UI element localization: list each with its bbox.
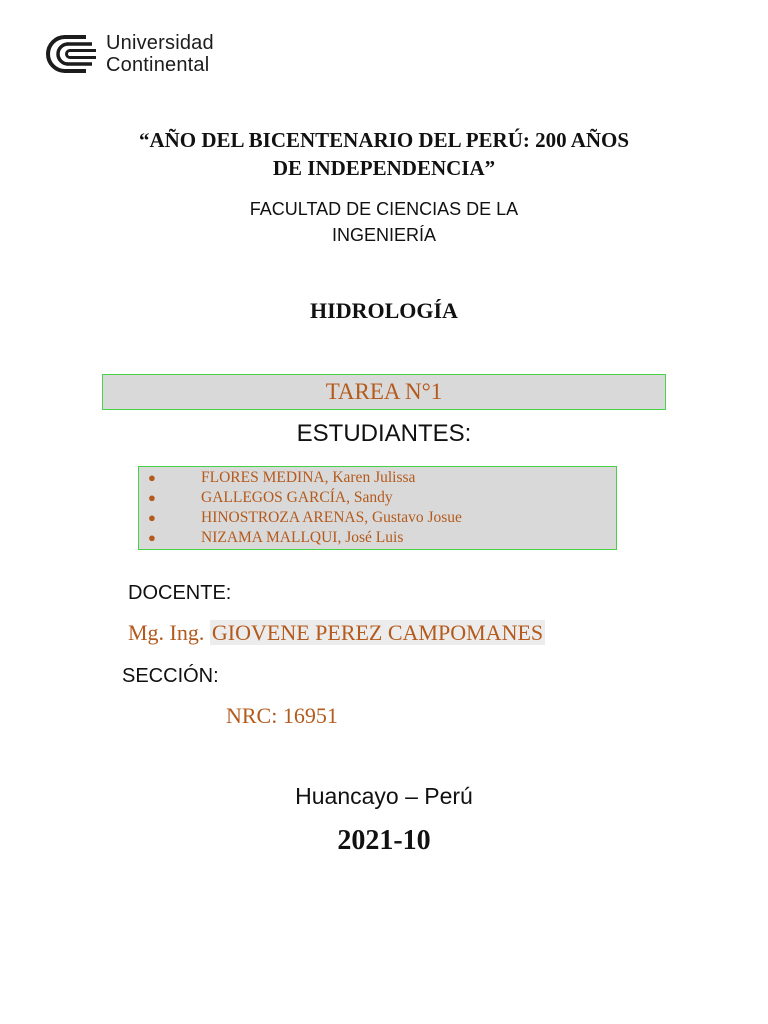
assignment-title: TAREA N°1 [325,379,443,404]
bullet-icon: ● [148,530,156,545]
teacher-name: GIOVENE PEREZ CAMPOMANES [211,620,544,645]
year-title-line-2: DE INDEPENDENCIA” [272,156,496,180]
course-title: HIDROLOGÍA [310,298,458,323]
bullet-icon: ● [148,490,156,505]
faculty-name [0,196,768,248]
teacher-prefix: Mg. Ing. [128,620,205,645]
faculty-line-2: INGENIERÍA [331,225,437,245]
student-name: HINOSTROZA ARENAS, Gustavo Josue [201,509,462,526]
bullet-icon: ● [148,510,156,525]
student-item [139,508,616,528]
students-list [139,467,616,548]
section-label: SECCIÓN: [122,665,219,687]
academic-period: 2021-10 [337,825,431,856]
student-item [139,468,616,488]
year-title-line-1: “AÑO DEL BICENTENARIO DEL PERÚ: 200 AÑOS [138,128,630,152]
assignment-box [102,374,666,410]
logo-wordmark [106,32,214,76]
year-title [0,126,768,182]
bullet-icon: ● [148,470,156,485]
students-box [138,466,617,550]
student-name: FLORES MEDINA, Karen Julissa [201,469,416,486]
logo-line-1: Universidad [106,32,214,54]
teacher-line [128,620,545,646]
student-name: NIZAMA MALLQUI, José Luis [201,529,404,546]
student-item [139,488,616,508]
logo-line-2: Continental [106,54,210,76]
student-item [139,528,616,548]
teacher-label: DOCENTE: [128,582,232,604]
logo-icon [42,34,98,74]
section-nrc: NRC: 16951 [226,703,338,728]
students-label: ESTUDIANTES: [296,420,472,447]
faculty-line-1: FACULTAD DE CIENCIAS DE LA [249,199,519,219]
university-logo [42,30,242,78]
city-country: Huancayo – Perú [295,783,473,809]
student-name: GALLEGOS GARCÍA, Sandy [201,489,393,506]
